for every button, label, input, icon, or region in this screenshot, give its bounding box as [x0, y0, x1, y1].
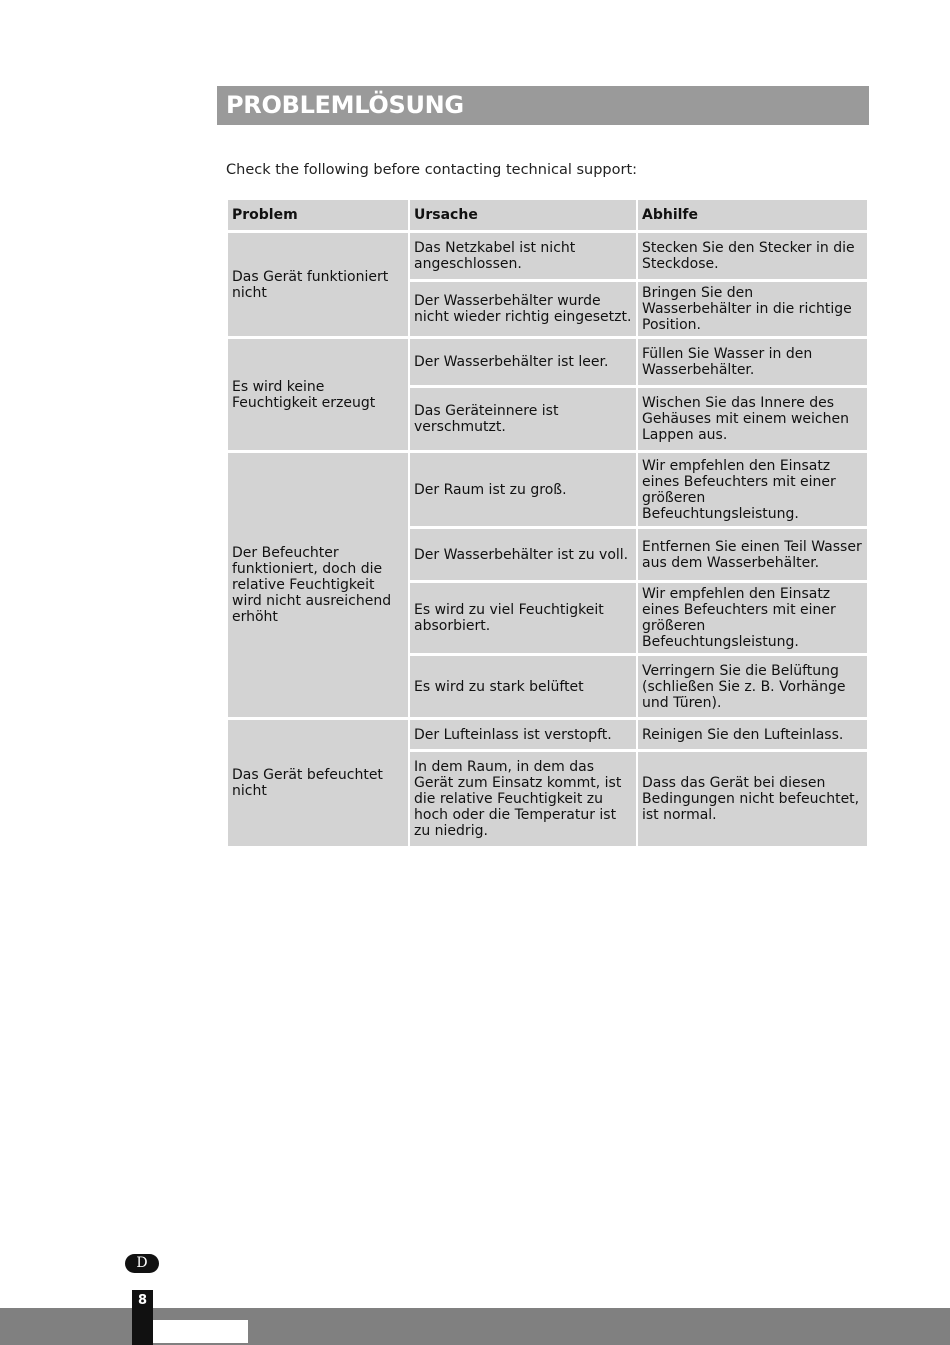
cause-cell: Das Geräteinnere ist verschmutzt. — [410, 388, 636, 450]
cause-cell: In dem Raum, in dem das Gerät zum Einsatz kommt, ist die relative Feuchtigkeit zu hoch oder die Temperatur ist zu niedrig. — [410, 752, 636, 846]
table-row — [228, 720, 867, 749]
remedy-cell: Dass das Gerät bei diesen Bedingungen nicht befeuchtet, ist normal. — [638, 752, 867, 846]
remedy-cell: Wir empfehlen den Einsatz eines Befeuchters mit einer größeren Befeuchtungsleistung. — [638, 453, 867, 526]
footer-strip — [153, 1320, 248, 1343]
cause-cell: Der Lufteinlass ist verstopft. — [410, 720, 636, 749]
header-remedy: Abhilfe — [638, 200, 867, 230]
page-number: 8 — [137, 1293, 148, 1308]
page-title: PROBLEMLÖSUNG — [217, 86, 869, 125]
remedy-cell: Wir empfehlen den Einsatz eines Befeuchters mit einer größeren Befeuchtungsleistung. — [638, 583, 867, 653]
remedy-cell: Reinigen Sie den Lufteinlass. — [638, 720, 867, 749]
troubleshooting-table — [226, 197, 869, 849]
problem-cell: Der Befeuchter funktioniert, doch die relative Feuchtigkeit wird nicht ausreichend erhöht — [228, 453, 408, 717]
cause-cell: Der Wasserbehälter ist zu voll. — [410, 529, 636, 580]
remedy-cell: Entfernen Sie einen Teil Wasser aus dem Wasserbehälter. — [638, 529, 867, 580]
table-row — [228, 453, 867, 526]
language-badge: D — [125, 1254, 159, 1273]
remedy-cell: Wischen Sie das Innere des Gehäuses mit einem weichen Lappen aus. — [638, 388, 867, 450]
problem-cell: Das Gerät befeuchtet nicht — [228, 720, 408, 846]
remedy-cell: Füllen Sie Wasser in den Wasserbehälter. — [638, 339, 867, 385]
remedy-cell: Stecken Sie den Stecker in die Steckdose. — [638, 233, 867, 279]
cause-cell: Der Wasserbehälter wurde nicht wieder richtig eingesetzt. — [410, 282, 636, 336]
remedy-cell: Verringern Sie die Belüftung (schließen Sie z. B. Vorhänge und Türen). — [638, 656, 867, 717]
cause-cell: Es wird zu stark belüftet — [410, 656, 636, 717]
cause-cell: Das Netzkabel ist nicht angeschlossen. — [410, 233, 636, 279]
header-cause: Ursache — [410, 200, 636, 230]
header-problem: Problem — [228, 200, 408, 230]
remedy-cell: Bringen Sie den Wasserbehälter in die richtige Position. — [638, 282, 867, 336]
table-row — [228, 339, 867, 385]
table-row — [228, 233, 867, 279]
problem-cell: Das Gerät funktioniert nicht — [228, 233, 408, 336]
cause-cell: Es wird zu viel Feuchtigkeit absorbiert. — [410, 583, 636, 653]
cause-cell: Der Wasserbehälter ist leer. — [410, 339, 636, 385]
cause-cell: Der Raum ist zu groß. — [410, 453, 636, 526]
table-header-row — [228, 200, 867, 230]
problem-cell: Es wird keine Feuchtigkeit erzeugt — [228, 339, 408, 450]
intro-text: Check the following before contacting technical support: — [226, 162, 638, 178]
